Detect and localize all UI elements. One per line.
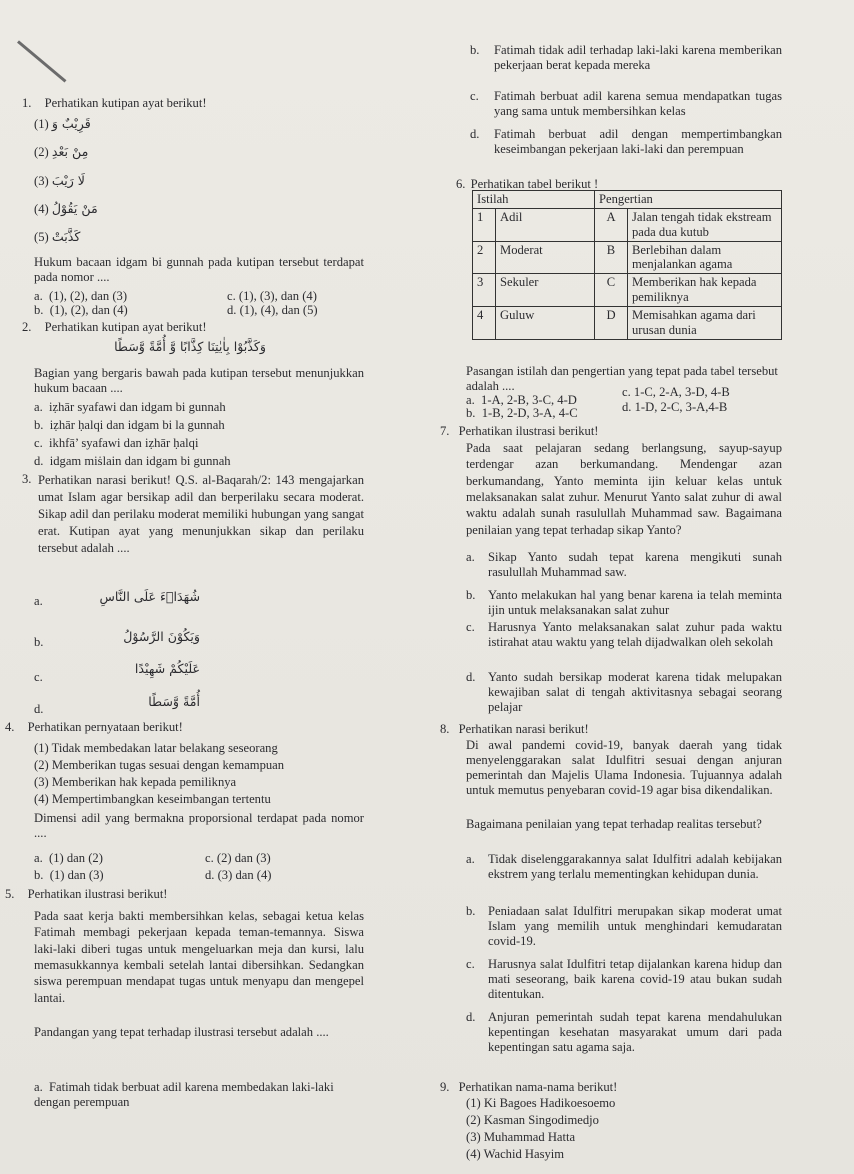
table-cell: Jalan tengah tidak ekstream pada dua kutub	[628, 208, 782, 241]
arabic-text: مِنْ بَعْدِ	[51, 144, 89, 159]
option-text: 1-D, 2-C, 3-A,4-B	[634, 400, 728, 414]
q3-option-c[interactable]	[34, 670, 43, 685]
option-text: iẓhār syafawi dan idgam bi gunnah	[49, 400, 226, 414]
q8-text: Di awal pandemi covid-19, banyak daerah yang tidak menyelenggarakan salat Idulfitri sesuai dengan anjuran pemerintah dan Majelis Ulama Indonesia. Tujuannya adalah untuk memutus penyebaran covid-19 agar bisa dikendalikan.	[466, 738, 782, 797]
table-row	[473, 274, 782, 307]
q9-item: (2) Kasman Singodimedjo	[466, 1113, 599, 1127]
table-header-row	[473, 191, 782, 209]
question-7	[440, 424, 599, 439]
q3-option-c-arabic: عَلَيْكُمْ شَهِيْدًا	[134, 661, 200, 676]
option-text: (1) dan (2)	[49, 851, 103, 865]
q4-stem: Dimensi adil yang bermakna proporsional terdapat pada nomor ....	[34, 811, 364, 840]
q1-item	[34, 145, 88, 160]
option-text: 1-A, 2-B, 3-C, 4-D	[481, 393, 577, 407]
q5-text: Pada saat kerja bakti membersihkan kelas, sebagai ketua kelas Fatimah membagi pekerjaan kepada teman-temannya. Siswa laki-laki diberi tugas untuk mengeluarkan meja dan kursi, lalu memasukkannya kembali setelah lantai dibersihkan. Sedangkan siswa perempuan mendapat tugas untuk menyapu dan mengepel lantai.	[34, 909, 364, 1005]
table-header: Pengertian	[595, 191, 782, 209]
option-key: a.	[34, 289, 43, 303]
q9-number: 9.	[440, 1080, 450, 1094]
q2-prompt: Perhatikan kutipan ayat berikut!	[44, 320, 207, 334]
option-text: (2) dan (3)	[216, 851, 271, 865]
q4-number: 4.	[5, 720, 15, 734]
q1-number: 1.	[22, 96, 32, 110]
q2-number: 2.	[22, 320, 32, 334]
option-key: a.	[34, 851, 43, 865]
table-cell: 1	[473, 208, 496, 241]
q8-option-b-text: Peniadaan salat Idulfitri merupakan sikap moderat umat Islam yang memilih untuk menghindari kemudaratan covid-19.	[488, 904, 782, 948]
arabic-text: قَرِيْبٌ وَ	[51, 116, 91, 131]
table-cell: 2	[473, 241, 496, 274]
table-header: Istilah	[473, 191, 595, 209]
table-cell: Adil	[496, 208, 595, 241]
q7-option-c-text: Harusnya Yanto melaksanakan salat zuhur pada waktu istirahat atau waktu yang telah dijadwalkan oleh sekolah	[488, 620, 782, 649]
q2-arabic-verse: وَكَذَّبُوْا بِاٰيٰتِنَا كِذَّابًا وَّ أُمَّةً وَّسَطًا	[114, 339, 266, 354]
q7-prompt: Perhatikan ilustrasi berikut!	[458, 424, 599, 438]
q1-item	[34, 202, 98, 217]
question-9	[440, 1080, 617, 1095]
table-cell: Memisahkan agama dari urusan dunia	[628, 307, 782, 340]
option-text: (1), (2), dan (4)	[49, 303, 128, 317]
option-key: c.	[227, 289, 236, 303]
option-key: d.	[205, 868, 215, 882]
q9-item: (3) Muhammad Hatta	[466, 1130, 576, 1144]
option-text: iẓhār ḥalqi dan idgam bi la gunnah	[49, 418, 225, 432]
q5-option-d-key[interactable]: d.	[470, 127, 480, 141]
q7-option-d-key[interactable]: d.	[466, 670, 476, 684]
option-text: (3) dan (4)	[217, 868, 272, 882]
term-table	[472, 190, 782, 340]
option-key: a.	[34, 400, 43, 414]
q3-option-d-arabic: أُمَّةً وَّسَطًا	[148, 694, 200, 709]
question-5	[5, 887, 168, 902]
option-text: (1), (2), dan (3)	[49, 289, 128, 303]
table-cell: Sekuler	[496, 274, 595, 307]
q3-option-a[interactable]	[34, 594, 43, 609]
table-cell: Moderat	[496, 241, 595, 274]
table-row	[473, 241, 782, 274]
option-key: b.	[34, 418, 44, 432]
q8-number: 8.	[440, 722, 450, 736]
option-key: a.	[34, 1080, 43, 1094]
option-key: d.	[227, 303, 237, 317]
q3-option-d[interactable]	[34, 702, 43, 717]
q6-option-b[interactable]	[466, 406, 578, 421]
table-cell: C	[595, 274, 628, 307]
option-key: b.	[34, 868, 44, 882]
q9-item: (1) Ki Bagoes Hadikoesoemo	[466, 1096, 616, 1110]
q5-option-d-text: Fatimah berbuat adil dengan mempertimbangkan keseimbangan pekerjaan laki-laki dan perempuan	[494, 127, 782, 156]
q1-stem: Hukum bacaan idgam bi gunnah pada kutipan tersebut terdapat pada nomor ....	[34, 255, 364, 284]
table-cell: A	[595, 208, 628, 241]
q6-stem: Pasangan istilah dan pengertian yang tepat pada tabel tersebut adalah ....	[466, 364, 778, 393]
option-key: c.	[205, 851, 214, 865]
q5-option-c-key[interactable]: c.	[470, 89, 479, 103]
arabic-text: مَنْ يَقُوْلُ	[51, 201, 98, 216]
item-label: (2)	[34, 145, 49, 159]
q8-option-c-text: Harusnya salat Idulfitri tetap dijalankan karena hidup dan mati seseorang, baik karena covid-19 atau bukan sudah ditentukan.	[488, 957, 782, 1001]
q4-option-d[interactable]	[205, 868, 271, 883]
option-key: d.	[34, 702, 44, 716]
q6-prompt: Perhatikan tabel berikut !	[470, 177, 599, 191]
q1-option-c[interactable]	[227, 289, 317, 304]
option-key: c.	[622, 385, 631, 399]
option-text: (1), (3), dan (4)	[238, 289, 317, 303]
option-key: d.	[34, 454, 44, 468]
q2-option-d[interactable]	[34, 454, 231, 469]
q3-option-a-arabic: شُهَدَاۤءَ عَلَى النَّاسِ	[99, 589, 200, 604]
q4-item: (1) Tidak membedakan latar belakang seseorang	[34, 741, 278, 755]
question-8	[440, 722, 589, 737]
q1-option-d[interactable]	[227, 303, 318, 318]
q7-text: Pada saat pelajaran sedang berlangsung, sayup-sayup terdengar azan berkumandang. Mendengar azan berkumandang, Yanto meminta ijin keluar kelas untuk melaksanakan salat zuhur. Menurut Yanto salat zuhur di awal waktu adalah sunah rasulullah Muhammad saw. Bagaimana penilaian yang tepat terhadap sikap Yanto?	[466, 441, 782, 537]
q7-option-b-key[interactable]: b.	[466, 588, 476, 602]
q8-option-a-key[interactable]: a.	[466, 852, 475, 866]
q6-option-c[interactable]	[622, 385, 730, 400]
option-text: idgam miṡlain dan idgam bi gunnah	[49, 454, 231, 468]
q5-prompt: Perhatikan ilustrasi berikut!	[27, 887, 168, 901]
option-key: c.	[34, 436, 43, 450]
q4-item: (2) Memberikan tugas sesuai dengan kemampuan	[34, 758, 285, 772]
table-cell: Memberikan hak kepada pemiliknya	[628, 274, 782, 307]
q4-option-a[interactable]	[34, 851, 103, 866]
q1-option-b[interactable]	[34, 303, 128, 318]
option-key: b.	[34, 303, 44, 317]
table-cell: Guluw	[496, 307, 595, 340]
q5-option-c-text: Fatimah berbuat adil karena semua mendapatkan tugas yang sama untuk membersihkan kelas	[494, 89, 782, 118]
q6-option-d[interactable]	[622, 400, 727, 415]
q4-option-c[interactable]	[205, 851, 271, 866]
q8-stem: Bagaimana penilaian yang tepat terhadap realitas tersebut?	[466, 817, 762, 831]
table-cell: B	[595, 241, 628, 274]
q7-option-d-text: Yanto sudah bersikap moderat karena tidak melupakan kewajiban salat di tengah aktivitasnya sebagai seorang pelajar	[488, 670, 782, 714]
q4-option-b[interactable]	[34, 868, 104, 883]
q3-text: Perhatikan narasi berikut! Q.S. al-Baqarah/2: 143 mengajarkan umat Islam agar bersikap adil dan berperilaku secara moderat. Sikap adil dan perilaku moderat memiliki hubungan yang sangat erat. Kutipan ayat yang menunjukkan sikap dan perilaku tersebut adalah ....	[38, 473, 364, 555]
table-row	[473, 307, 782, 340]
q1-option-a[interactable]	[34, 289, 127, 304]
option-key: c.	[34, 670, 43, 684]
table-cell: 3	[473, 274, 496, 307]
q8-option-d-key[interactable]: d.	[466, 1010, 476, 1024]
q9-prompt: Perhatikan nama-nama berikut!	[458, 1080, 618, 1094]
q4-item: (3) Memberikan hak kepada pemiliknya	[34, 775, 237, 789]
q5-number: 5.	[5, 887, 15, 901]
item-label: (1)	[34, 117, 49, 131]
q8-option-a-text: Tidak diselenggarakannya salat Idulfitri adalah kebijakan ekstrem yang terlalu mementingkan kehidupan dunia.	[488, 852, 782, 881]
option-text: (1), (4), dan (5)	[239, 303, 318, 317]
arabic-text: لَا رَيْبَ	[51, 173, 85, 188]
item-label: (3)	[34, 174, 49, 188]
option-key: a.	[466, 393, 475, 407]
q7-number: 7.	[440, 424, 450, 438]
q8-option-c-key[interactable]: c.	[466, 957, 475, 971]
option-text: 1-B, 2-D, 3-A, 4-C	[481, 406, 578, 420]
option-text: (1) dan (3)	[49, 868, 104, 882]
q8-option-b-key[interactable]: b.	[466, 904, 476, 918]
q5-stem: Pandangan yang tepat terhadap ilustrasi tersebut adalah ....	[34, 1025, 329, 1039]
option-key: b.	[466, 406, 476, 420]
q4-prompt: Perhatikan pernyataan berikut!	[27, 720, 183, 734]
q8-prompt: Perhatikan narasi berikut!	[458, 722, 589, 736]
q7-option-c-key[interactable]: c.	[466, 620, 475, 634]
q6-number: 6.	[456, 177, 466, 191]
table-row	[473, 208, 782, 241]
option-text: 1-C, 2-A, 3-D, 4-B	[633, 385, 730, 399]
q7-option-b-text: Yanto melakukan hal yang benar karena ia telah meminta ijin untuk melaksanakan salat zuhur	[488, 588, 782, 617]
q7-option-a-text: Sikap Yanto sudah tepat karena mengikuti sunah rasulullah Muhammad saw.	[488, 550, 782, 579]
option-key: d.	[622, 400, 632, 414]
q2-option-b[interactable]	[34, 418, 225, 433]
q9-item: (4) Wachid Hasyim	[466, 1147, 565, 1161]
table-cell: D	[595, 307, 628, 340]
option-text: ikhfā’ syafawi dan iẓhār ḥalqi	[49, 436, 199, 450]
q4-item: (4) Mempertimbangkan keseimbangan tertentu	[34, 792, 271, 806]
q3-option-b[interactable]	[34, 635, 43, 650]
q5-option-b-key[interactable]: b.	[470, 43, 480, 57]
q3-option-b-arabic: وَيَكُوْنَ الرَّسُوْلُ	[123, 629, 200, 644]
q1-item	[34, 230, 80, 245]
option-key: a.	[34, 594, 43, 608]
q1-item	[34, 117, 91, 132]
q3-number: 3.	[22, 472, 32, 486]
table-cell: Berlebihan dalam menjalankan agama	[628, 241, 782, 274]
q5-option-a[interactable]	[34, 1080, 364, 1110]
option-key: b.	[34, 635, 44, 649]
item-label: (4)	[34, 202, 49, 216]
q7-option-a-key[interactable]: a.	[466, 550, 475, 564]
q1-prompt: Perhatikan kutipan ayat berikut!	[44, 96, 207, 110]
option-text: Fatimah tidak berbuat adil karena membedakan laki-laki dengan perempuan	[34, 1080, 334, 1109]
question-1	[22, 96, 362, 111]
q8-option-d-text: Anjuran pemerintah sudah tepat karena mendahulukan kepentingan kesehatan masyarakat umum dari pada kepentingan satu agama saja.	[488, 1010, 782, 1054]
item-label: (5)	[34, 230, 49, 244]
q5-option-b-text: Fatimah tidak adil terhadap laki-laki karena memberikan pekerjaan berat kepada mereka	[494, 43, 782, 72]
question-2	[22, 320, 207, 335]
arabic-text: كَذَّبَتْ	[51, 229, 81, 244]
q2-option-a[interactable]	[34, 400, 226, 415]
question-4	[5, 720, 183, 735]
q2-option-c[interactable]	[34, 436, 198, 451]
q1-item	[34, 174, 85, 189]
q2-stem: Bagian yang bergaris bawah pada kutipan tersebut menunjukkan hukum bacaan ....	[34, 366, 364, 395]
table-cell: 4	[473, 307, 496, 340]
